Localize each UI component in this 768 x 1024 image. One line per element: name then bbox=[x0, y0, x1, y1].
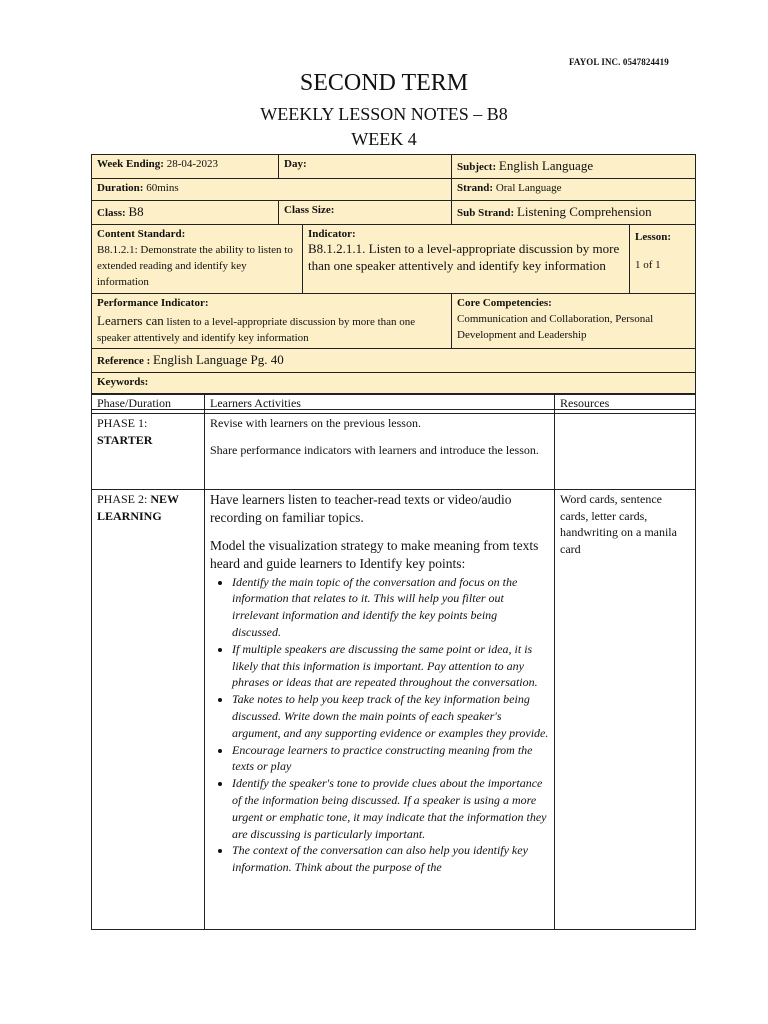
list-item: • Identify the speaker's tone to provide clues about the importance of the information being discussed. If a speaker is using a more urgent or emphatic tone, it may indicate that the information they are discussing is particularly important. bbox=[232, 775, 549, 842]
term-title: SECOND TERM bbox=[299, 70, 469, 96]
subject-cell: Subject: English Language bbox=[452, 155, 696, 179]
header-activities: Learners Activities bbox=[205, 394, 555, 414]
list-item: • Encourage learners to practice constructing meaning from the texts or play bbox=[232, 742, 549, 776]
keywords-cell: Keywords: bbox=[92, 373, 696, 395]
lesson-info-table bbox=[91, 154, 696, 410]
indicator-cell: Indicator: B8.1.2.1.1. Listen to a level-appropriate discussion by more than one speaker attentively and identify key information bbox=[303, 224, 630, 293]
class-size-cell: Class Size: bbox=[279, 200, 452, 224]
phase1-activities: Revise with learners on the previous lesson. Share performance indicators with learners and introduce the lesson. bbox=[205, 413, 555, 489]
lesson-cell: Lesson: 1 of 1 bbox=[630, 224, 696, 293]
header-resources: Resources bbox=[555, 394, 696, 414]
core-competencies-cell: Core Competencies: Communication and Collaboration, Personal Development and Leadership bbox=[452, 293, 696, 349]
class-cell: Class: B8 bbox=[92, 200, 279, 224]
day-cell: Day: bbox=[279, 155, 452, 179]
sub-strand-cell: Sub Strand: Listening Comprehension bbox=[452, 200, 696, 224]
list-item: • Identify the main topic of the conversation and focus on the information that relates to it. This will help you filter out irrelevant information and identify the key points being discussed. bbox=[232, 574, 549, 641]
duration-cell: Duration: 60mins bbox=[92, 178, 452, 200]
list-item: • The context of the conversation can also help you identify key information. Think about the purpose of the bbox=[232, 842, 549, 876]
header-phase: Phase/Duration bbox=[92, 394, 205, 414]
phase2-resources: Word cards, sentence cards, letter cards, handwriting on a manila card bbox=[555, 489, 696, 929]
content-standard-cell: Content Standard: B8.1.2.1: Demonstrate the ability to listen to extended reading and identify key information bbox=[92, 224, 303, 293]
notes-title: WEEKLY LESSON NOTES – B8 bbox=[260, 104, 508, 124]
performance-indicator-cell: Performance Indicator: Learners can listen to a level-appropriate discussion by more than one speaker attentively and identify key information bbox=[92, 293, 452, 349]
phase2-activities: Have learners listen to teacher-read texts or video/audio recording on familiar topics. Model the visualization strategy to make meaning from texts heard and guide learners to Identify key points: • Identify the main topic of the conversation and focus on the information that relates to it. This will help you filter out irrelevant information and identify the key points being discussed. • If multiple speakers are discussing the same point or idea, it is likely that this information is important. Pay attention to any phrases or ideas that are repeated throughout the conversation. • Take notes to help you keep track of the key information being discussed. Write down the main points of each speaker's argument, and any supporting evidence or examples they provide. • Encourage learners to practice constructing meaning from the texts or play • Identify the speaker's tone to provide clues about the importance of the information being discussed. If a speaker is using a more urgent or emphatic tone, it may indicate that the information they are discussing is particularly important. • The context of the conversation can also help you identify key information. Think about the purpose of the bbox=[205, 489, 555, 929]
key-points-list bbox=[210, 574, 549, 876]
strand-cell: Strand: Oral Language bbox=[452, 178, 696, 200]
list-item: • If multiple speakers are discussing the same point or idea, it is likely that this information is important. Pay attention to any phrases or ideas that are repeated throughout the conversation. bbox=[232, 641, 549, 691]
list-item: • Take notes to help you keep track of the key information being discussed. Write down the main points of each speaker's argument, and any supporting evidence or examples they provide. bbox=[232, 691, 549, 741]
lesson-activities-table bbox=[91, 393, 696, 930]
phase2-cell: PHASE 2: NEW LEARNING bbox=[92, 489, 205, 929]
company-contact: FAYOL INC. 0547824419 bbox=[569, 57, 669, 67]
phase1-resources bbox=[555, 413, 696, 489]
reference-cell: Reference : English Language Pg. 40 bbox=[92, 349, 696, 373]
phase1-cell: PHASE 1: STARTER bbox=[92, 413, 205, 489]
week-ending-cell: Week Ending: 28-04-2023 bbox=[92, 155, 279, 179]
week-title: WEEK 4 bbox=[351, 129, 417, 149]
